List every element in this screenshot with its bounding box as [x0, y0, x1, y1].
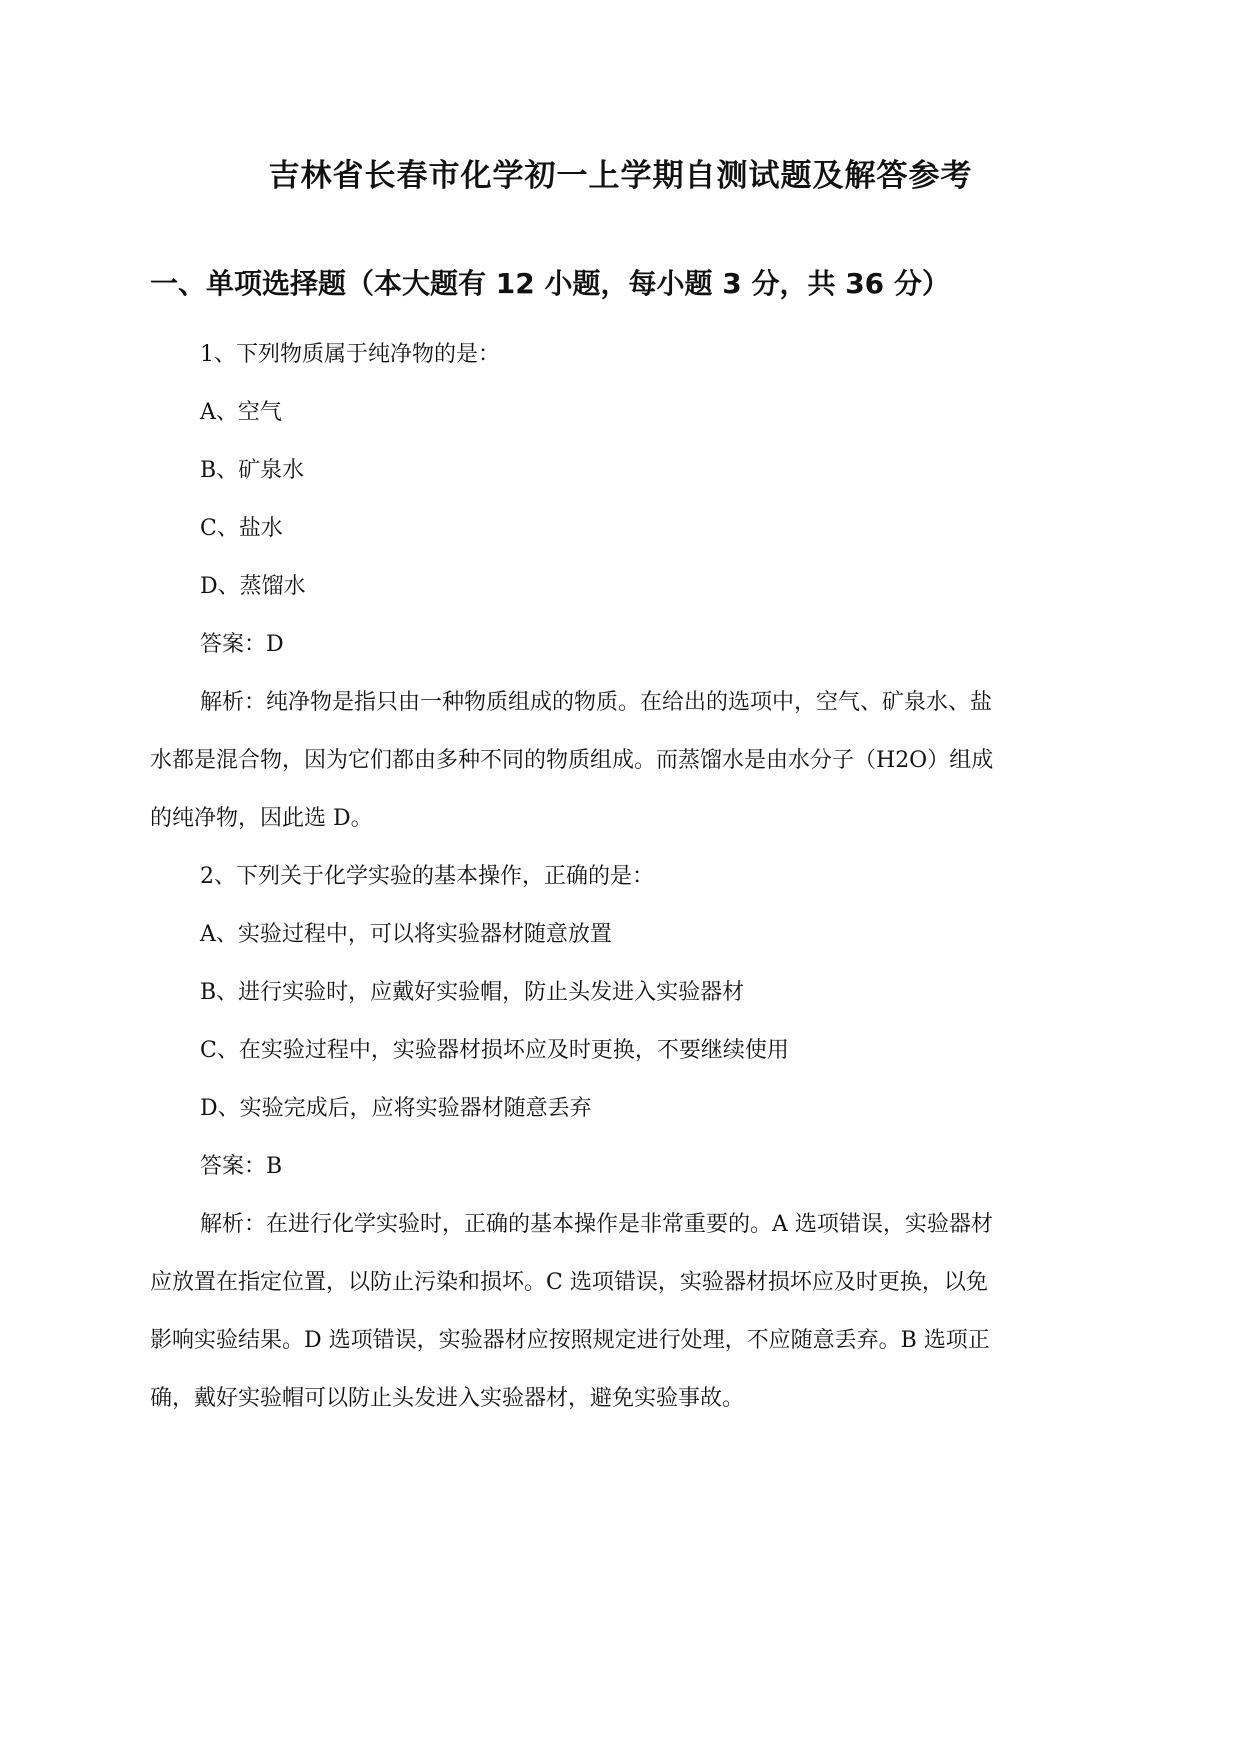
question-2-analysis-line: 确，戴好实验帽可以防止头发进入实验器材，避免实验事故。	[150, 1386, 745, 1411]
question-2-analysis-line: 应放置在指定位置，以防止污染和损坏。C 选项错误，实验器材损坏应及时更换，以免	[150, 1270, 988, 1295]
question-1-option-b: B、矿泉水	[200, 458, 305, 483]
question-2-answer: 答案：B	[200, 1154, 283, 1179]
question-1-analysis-line: 水都是混合物，因为它们都由多种不同的物质组成。而蒸馏水是由水分子（H2O）组成	[150, 748, 994, 773]
question-1-analysis-line: 的纯净物，因此选 D。	[150, 806, 373, 831]
question-1-answer: 答案：D	[200, 632, 284, 657]
question-2-option-a: A、实验过程中，可以将实验器材随意放置	[200, 922, 612, 947]
question-1-option-a: A、空气	[200, 400, 282, 425]
question-2-stem: 2、下列关于化学实验的基本操作，正确的是：	[200, 864, 654, 889]
question-1-option-d: D、蒸馏水	[200, 574, 306, 599]
question-2-analysis-line: 解析：在进行化学实验时，正确的基本操作是非常重要的。A 选项错误，实验器材	[200, 1212, 993, 1237]
question-1-stem: 1、下列物质属于纯净物的是：	[200, 342, 500, 367]
section-heading: 一、单项选择题（本大题有 12 小题，每小题 3 分，共 36 分）	[150, 267, 950, 300]
question-1-option-c: C、盐水	[200, 516, 283, 541]
page-title: 吉林省长春市化学初一上学期自测试题及解答参考	[268, 158, 973, 194]
question-2-option-d: D、实验完成后，应将实验器材随意丢弃	[200, 1096, 592, 1121]
question-1-analysis-line: 解析：纯净物是指只由一种物质组成的物质。在给出的选项中，空气、矿泉水、盐	[200, 690, 993, 715]
question-2-option-b: B、进行实验时，应戴好实验帽，防止头发进入实验器材	[200, 980, 745, 1005]
question-2-analysis-line: 影响实验结果。D 选项错误，实验器材应按照规定进行处理，不应随意丢弃。B 选项正	[150, 1328, 990, 1353]
question-2-option-c: C、在实验过程中，实验器材损坏应及时更换，不要继续使用	[200, 1038, 789, 1063]
